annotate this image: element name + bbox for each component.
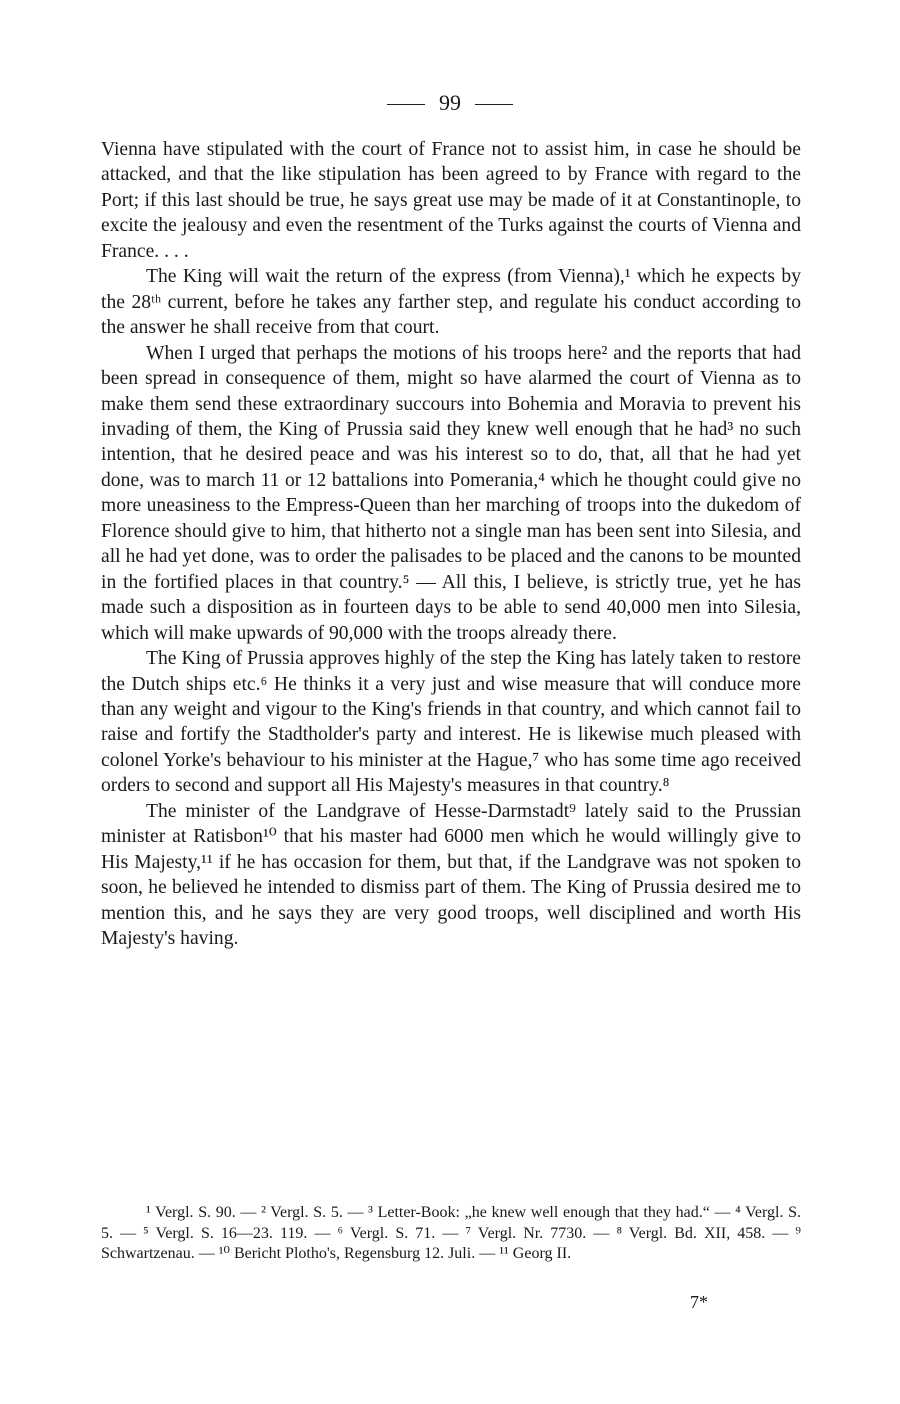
body-text [101,137,801,952]
paragraph-1: Vienna have stipulated with the court of France not to assist him, in case he should be attacked, and that the like stipulation has been agreed to by France with regard to the Port; if this last should be true, he says great use may be made of it at Constantinople, to excite the jealousy and even the resentment of the Turks against the courts of Vienna and France. . . . [101,139,801,262]
footnotes [101,1203,801,1265]
paragraph-5: The minister of the Landgrave of Hesse-Darmstadt⁹ lately said to the Prussian minister at Ratisbon¹⁰ that his master had 6000 men which he would willingly give to His Majesty,¹¹ if he has occasion for them, but that, if the Landgrave was not spoken to soon, he believed he intended to dismiss part of them. The King of Prussia desired me to mention this, and he says they are very good troops, well disciplined and worth His Majesty's having. [101,800,801,950]
footnote-text: ¹ Vergl. S. 90. — ² Vergl. S. 5. — ³ Letter-Book: „he knew well enough that they had.“ — ⁴ Vergl. S. 5. — ⁵ Vergl. S. 16—23. 119. — ⁶ Vergl. S. 71. — ⁷ Vergl. Nr. 7730. — ⁸ Vergl. Bd. XII, 458. — ⁹ Schwartzenau. — ¹⁰ Bericht Plotho's, Regensburg 12. Juli. — ¹¹ Georg II. [101,1204,801,1263]
signature-mark: 7* [690,1292,708,1312]
header-dash-right [475,104,513,105]
paragraph-3: When I urged that perhaps the motions of his troops here² and the reports that had been spread in consequence of them, might so have alarmed the court of Vienna as to make them send these extraordinary succours into Bohemia and Moravia to prevent his invading of them, the King of Prussia said they knew well enough that he had³ no such intention, that he desired peace and was his interest so to do, that, all that he had yet done, was to march 11 or 12 battalions into Pomerania,⁴ which he thought could give no more uneasiness to the Empress-Queen than her marching of troops into the dukedom of Florence should give to him, that hitherto not a single man has been sent into Silesia, and all he had yet done, was to order the palisades to be placed and the canons to be mounted in the fortified places in that country.⁵ — All this, I believe, is strictly true, yet he has made such a disposition as in fourteen days to be able to send 40,000 men into Silesia, which will make upwards of 90,000 with the troops already there. [101,342,801,644]
page-header [0,88,900,118]
page-number: 99 [439,90,461,115]
header-dash-left [387,104,425,105]
paragraph-2: The King will wait the return of the express (from Vienna),¹ which he expects by the 28ᵗʰ current, before he takes any farther step, and regulate his conduct according to the answer he shall receive from that court. [101,266,801,339]
paragraph-4: The King of Prussia approves highly of the step the King has lately taken to restore the Dutch ships etc.⁶ He thinks it a very just and wise measure that will conduce more than any weight and vigour to the King's friends in that country, and which cannot fail to raise and fortify the Stadtholder's party and interest. He is likewise much pleased with colonel Yorke's behaviour to his minister at the Hague,⁷ who has some time ago received orders to second and support all His Majesty's measures in that country.⁸ [101,648,801,797]
